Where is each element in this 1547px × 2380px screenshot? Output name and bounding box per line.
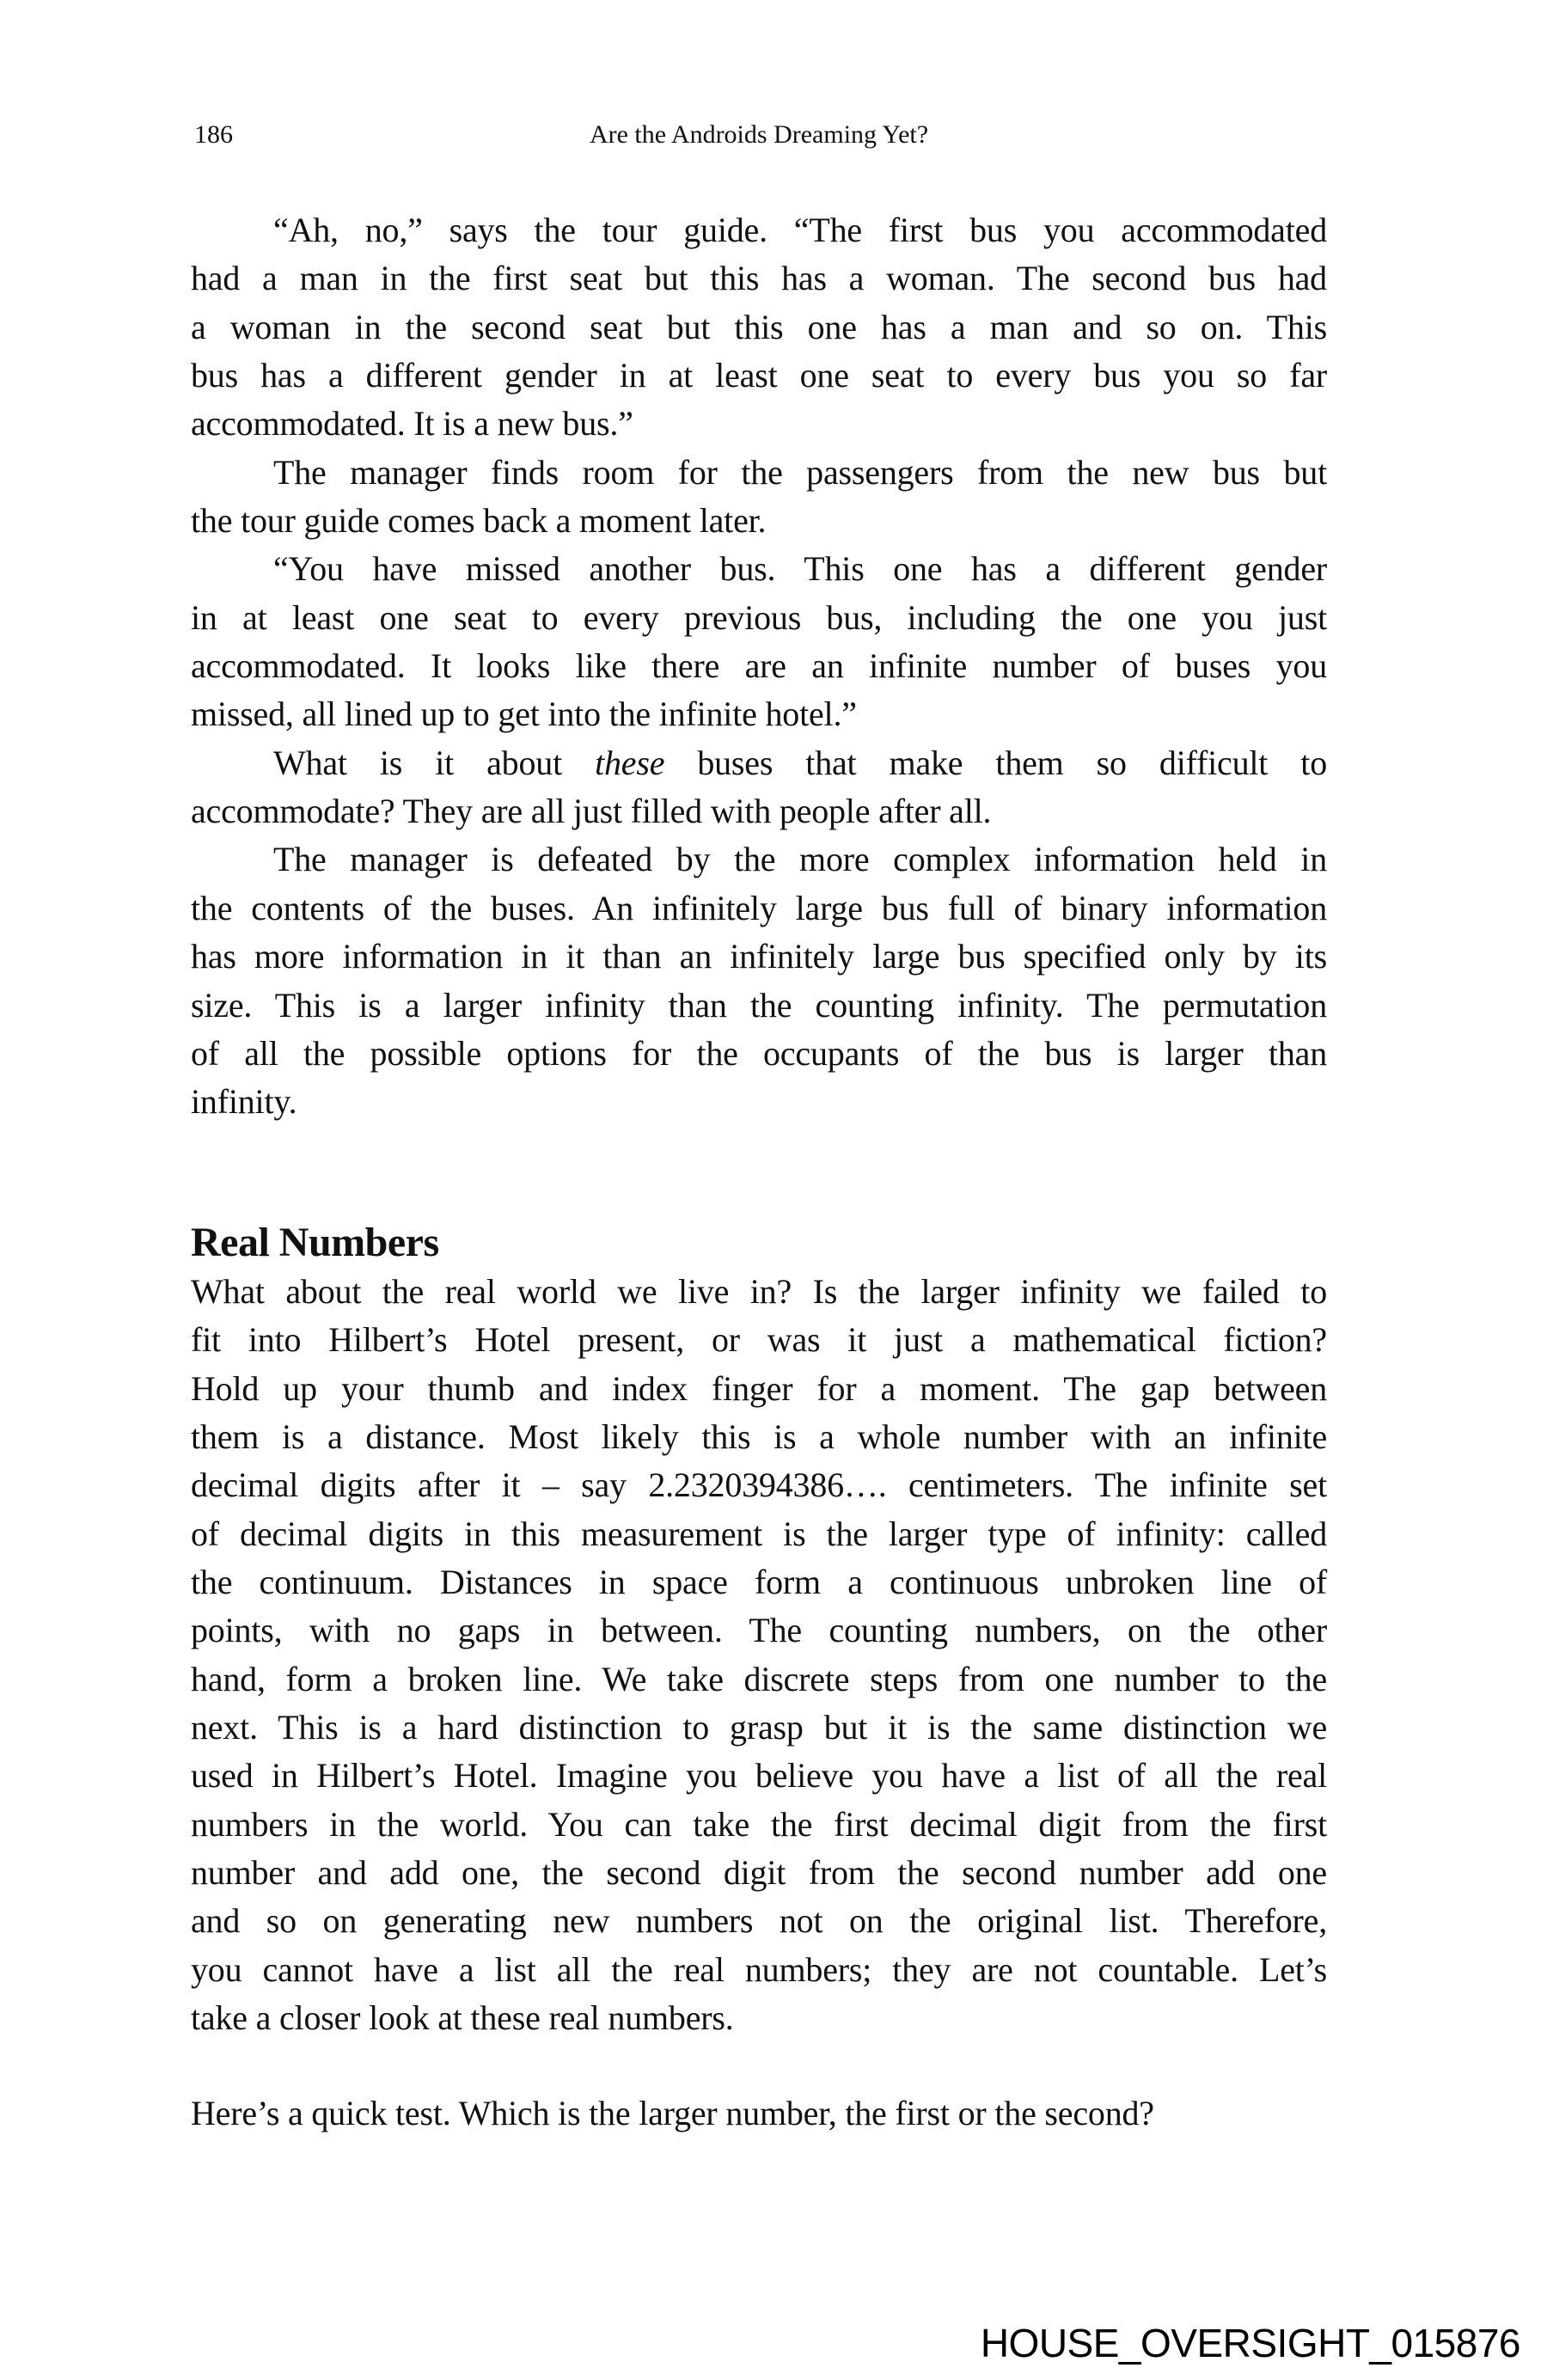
text-line: decimal digits after it – say 2.2320394386…. centimeters. The infinite set — [191, 1465, 1327, 1505]
text-line: accommodated. It looks like there are an infinite number of buses you — [191, 646, 1327, 686]
text-line: of all the possible options for the occupants of the bus is larger than — [191, 1033, 1327, 1073]
text-line: The manager is defeated by the more complex information held in — [273, 840, 1327, 879]
text-line: accommodated. It is a new bus.” — [191, 404, 633, 444]
text-line: Hold up your thumb and index finger for a moment. The gap between — [191, 1368, 1327, 1408]
text-line: number and add one, the second digit from the second number add one — [191, 1853, 1327, 1893]
text-line: in at least one seat to every previous bus, including the one you just — [191, 597, 1327, 637]
page-number: 186 — [194, 120, 233, 149]
text-line: What about the real world we live in? Is the larger infinity we failed to — [191, 1272, 1327, 1311]
text-line: The manager finds room for the passengers from the new bus but — [273, 452, 1327, 492]
text-line: “You have missed another bus. This one has a different gender — [273, 549, 1327, 589]
text-line: accommodate? They are all just filled with people after all. — [191, 792, 992, 831]
text-line: next. This is a hard distinction to grasp but it is the same distinction we — [191, 1708, 1327, 1747]
text-line: the contents of the buses. An infinitely large bus full of binary information — [191, 888, 1327, 927]
text-line: them is a distance. Most likely this is a whole number with an infinite — [191, 1417, 1327, 1457]
text-line: infinity. — [191, 1082, 297, 1122]
text-line: bus has a different gender in at least one seat to every bus you so far — [191, 356, 1327, 395]
text-line: has more information in it than an infinitely large bus specified only by its — [191, 937, 1327, 976]
text-line: points, with no gaps in between. The counting numbers, on the other — [191, 1611, 1327, 1650]
text-line: and so on generating new numbers not on the original list. Therefore, — [191, 1901, 1327, 1941]
bates-stamp: HOUSE_OVERSIGHT_015876 — [980, 2321, 1520, 2365]
text-run: What is it about — [273, 743, 596, 782]
text-line: of decimal digits in this measurement is the larger type of infinity: called — [191, 1514, 1327, 1553]
text-line: a woman in the second seat but this one has a man and so on. This — [191, 307, 1327, 346]
text-line: missed, all lined up to get into the infinite hotel.” — [191, 694, 857, 734]
text-line — [191, 739, 1327, 787]
text-line: the tour guide comes back a moment later. — [191, 501, 767, 541]
body-text-section-1 — [191, 206, 1327, 1127]
running-head — [191, 120, 1327, 163]
text-line: the continuum. Distances in space form a continuous unbroken line of — [191, 1563, 1327, 1602]
book-title: Are the Androids Dreaming Yet? — [589, 120, 929, 149]
text-line: fit into Hilbert’s Hotel present, or was it just a mathematical fiction? — [191, 1320, 1327, 1360]
text-line: “Ah, no,” says the tour guide. “The first bus you accommodated — [273, 211, 1327, 249]
text-line: had a man in the first seat but this has a woman. The second bus had — [191, 259, 1327, 298]
text-line: you cannot have a list all the real numbers; they are not countable. Let’s — [191, 1949, 1327, 1989]
text-run: buses that make them so difficult to — [664, 743, 1327, 782]
closing-paragraph — [191, 2089, 1327, 2138]
body-text-section-2 — [191, 1268, 1327, 2043]
text-line: size. This is a larger infinity than the counting infinity. The permutation — [191, 985, 1327, 1025]
text-line: used in Hilbert’s Hotel. Imagine you believe you have a list of all the real — [191, 1756, 1327, 1796]
text-line: numbers in the world. You can take the first decimal digit from the first — [191, 1804, 1327, 1844]
text-line: Here’s a quick test. Which is the larger number, the first or the second? — [191, 2094, 1154, 2132]
emphasis-text: these — [595, 743, 665, 782]
section-heading: Real Numbers — [191, 1220, 439, 1265]
text-line: hand, form a broken line. We take discrete steps from one number to the — [191, 1659, 1327, 1698]
text-line: take a closer look at these real numbers. — [191, 1998, 734, 2038]
